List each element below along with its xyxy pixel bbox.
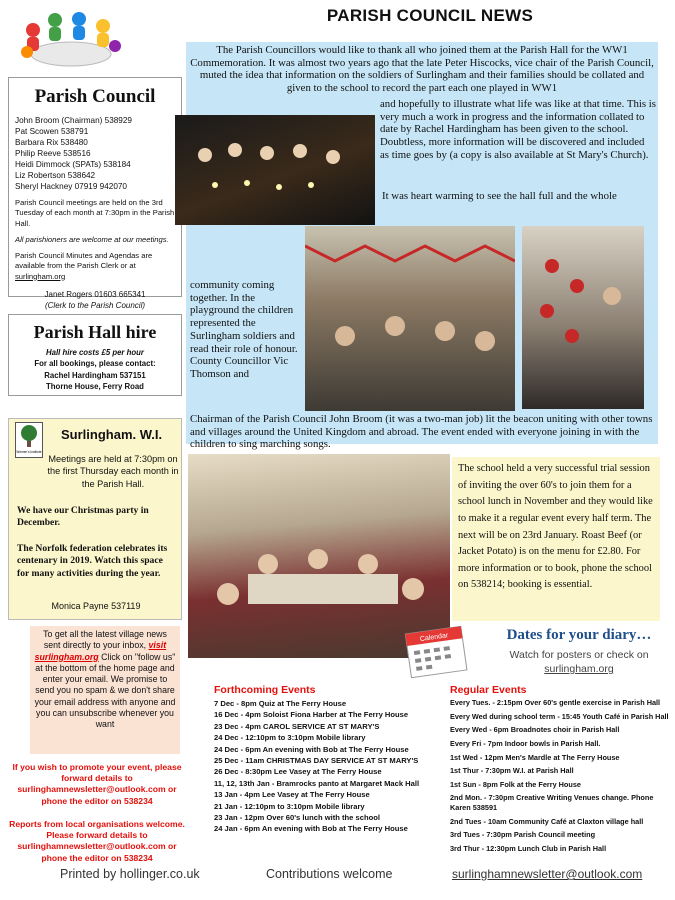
regular-event-item: 3rd Thur - 12:30pm Lunch Club in Parish Hall <box>450 843 607 853</box>
diary-link[interactable]: surlingham.org <box>544 663 614 676</box>
regular-event-item: Every Wed during school term - 15:45 Youth Café in Parish Hall <box>450 711 669 721</box>
article-conclusion: Chairman of the Parish Council John Broom (it was a two-man job) lit the beacon uniting with other towns and villages around the United Kingdom and abroad. The event ended with everyone joining in with the children to sing marching songs. <box>190 413 653 451</box>
member-item: Sheryl Hackney 07919 942070 <box>15 182 127 192</box>
parish-hall-gathering-photo <box>305 226 515 411</box>
regular-event-item: 2nd Tues - 10am Community Café at Claxton village hall <box>450 816 644 826</box>
poppy-display-photo <box>522 226 644 409</box>
svg-text:Calendar: Calendar <box>419 632 449 644</box>
printed-by: Printed by hollinger.co.uk <box>60 867 200 881</box>
forthcoming-title: Forthcoming Events <box>214 684 316 696</box>
event-item: 23 Dec - 4pm CAROL SERVICE AT ST MARY'S <box>214 721 380 731</box>
regular-event-item: 3rd Tues - 7:30pm Parish Council meeting <box>450 830 596 840</box>
svg-text:Women's Institute: Women's Institute <box>16 450 42 454</box>
welcome-note: All parishioners are welcome at our meetings. <box>15 234 169 244</box>
regular-event-item: Every Tues. - 2:15pm Over 60's gentle exercise in Parish Hall <box>450 698 661 707</box>
parish-council-box <box>8 77 182 310</box>
meetings-note: Parish Council meetings are held on the 3rd Tuesday of each month at 7:30pm in the Parish Hall. <box>15 198 175 228</box>
surlingham-link[interactable]: surlingham.org <box>15 271 66 281</box>
article-community: community coming together. In the playground the children represented the Surlingham soldiers and read their role of honour. County Councillor Vic Thomson and <box>190 279 298 381</box>
regular-event-item: 1st Sun - 8pm Folk at the Ferry House <box>450 779 581 789</box>
event-item: 21 Jan - 12:10pm to 3:10pm Mobile library <box>214 801 365 811</box>
regular-event-item: Every Wed - 6pm Broadnotes choir in Parish Hall <box>450 725 620 735</box>
diary-subtitle: Watch for posters or check on surlingham.org <box>484 648 674 676</box>
hall-cost: Hall hire costs £5 per hour <box>46 348 144 358</box>
event-item: 26 Dec - 8:30pm Lee Vasey at The Ferry House <box>214 767 382 777</box>
forthcoming-list <box>214 698 446 835</box>
minutes-note: Parish Council Minutes and Agendas are available from the Parish Clerk or at surlingham.org <box>15 251 153 281</box>
page-title: PARISH COUNCIL NEWS <box>326 6 534 25</box>
event-item: 16 Dec - 4pm Soloist Fiona Harber at The Ferry House <box>214 710 409 720</box>
event-item: 11, 12, 13th Jan - Bramrocks panto at Margaret Mack Hall <box>214 778 420 788</box>
people-around-table-logo <box>15 6 127 76</box>
wi-tree-logo <box>15 422 43 458</box>
newsletter-email-link[interactable]: surlinghamnewsletter@outlook.com <box>452 867 643 881</box>
regular-list <box>450 698 672 858</box>
parish-hall-title: Parish Hall hire <box>33 322 157 342</box>
reports-note: Reports from local organisations welcome. Please forward details to surlinghamnewsletter@outlook.com or phone the editor on 538234 <box>9 819 185 863</box>
regular-event-item: 1st Thur - 7:30pm W.I. at Parish Hall <box>450 766 574 776</box>
contributions-welcome: Contributions welcome <box>266 867 393 881</box>
clerk-contact: Janet Rogers 01603 665341 (Clerk to the Parish Council) <box>44 289 146 310</box>
article-heartwarming: It was heart warming to see the hall full and the whole <box>382 190 617 202</box>
wi-norfolk: The Norfolk federation celebrates its centenary in 2019. Watch this space for many activities during the year. <box>17 543 168 579</box>
parish-council-title: Parish Council <box>34 86 156 107</box>
member-item: Philip Reeve 538516 <box>15 148 91 158</box>
event-item: 23 Jan - 12pm Over 60's lunch with the school <box>214 812 380 822</box>
article-continued: and hopefully to illustrate what life was like at that time. This is very much a work in progress and the information collated to date by Rachel Hardingham has been given to the school. Doubtless, more information will be discovered and included as time goes by (a copy is also available at St Mary's Church). <box>380 98 656 161</box>
hall-contact: Rachel Hardingham 537151 <box>44 370 146 380</box>
newsletter-signup-box: To get all the latest village news sent directly to your inbox, visit surlingham.org Click on "follow us" at the bottom of the home page and enter your email. We promise to send you no spam & we don't share your email address with anyone and you can unsubscribe whenever you want <box>30 626 180 754</box>
event-item: 7 Dec - 8pm Quiz at The Ferry House <box>214 699 347 708</box>
school-lunch-note: The school held a very successful trial session of inviting the over 60's to join them for a school lunch in November and they would like to make it a regular event every half term. The next will be on 23rd January. Roast Beef (or Jacket Potato) is on the menu for £2.80. For more information or to book, phone the school on 538214; booking is essential. <box>452 457 660 621</box>
event-item: 24 Dec - 6pm An evening with Bob at The Ferry House <box>214 744 409 754</box>
event-item: 25 Dec - 11am CHRISTMAS DAY SERVICE AT ST MARY'S <box>214 755 419 765</box>
children-with-lights-photo <box>175 115 375 225</box>
regular-title: Regular Events <box>450 684 527 696</box>
diary-title: Dates for your diary… <box>506 627 652 643</box>
wi-title: Surlingham. W.I. <box>61 427 163 442</box>
parish-hall-box <box>8 314 182 396</box>
regular-event-item: 2nd Mon. - 7:30pm Creative Writing Venues change. Phone Karen 538591 <box>450 793 654 812</box>
wi-christmas: We have our Christmas party in December. <box>17 505 149 529</box>
calendar-icon <box>400 620 472 682</box>
promote-event-note: If you wish to promote your event, please forward details to surlinghamnewsletter@outlook.com or phone the editor on 538234 <box>12 762 182 806</box>
member-item: Pat Scowen 538791 <box>15 126 89 136</box>
hall-bookings: For all bookings, please contact: <box>34 359 156 369</box>
event-item: 13 Jan - 4pm Lee Vasey at The Ferry House <box>214 790 370 800</box>
hall-address: Thorne House, Ferry Road <box>46 381 144 391</box>
event-item: 24 Dec - 12:10pm to 3:10pm Mobile library <box>214 733 366 743</box>
member-item: Barbara Rix 538480 <box>15 137 88 147</box>
wi-contact: Monica Payne 537119 <box>51 601 141 611</box>
article-intro: The Parish Councillors would like to thank all who joined them at the Parish Hall for the WW1 Commemoration. It was almost two years ago that the late Peter Hiscocks, vice chair of the Parish Council, muted the idea that information on the soldiers of Surlingham and their families should be collated and given to the school to record the part each one played in WW1 <box>190 44 654 95</box>
member-item: Heidi Dimmock (SPATs) 538184 <box>15 159 131 169</box>
wi-box <box>8 418 182 620</box>
regular-event-item: Every Fri - 7pm Indoor bowls in Parish Hall. <box>450 738 601 748</box>
regular-event-item: 1st Wed - 12pm Men's Mardle at The Ferry House <box>450 752 620 762</box>
visit-surlingham-link[interactable]: visit surlingham.org <box>34 640 167 662</box>
event-item: 24 Jan - 6pm An evening with Bob at The Ferry House <box>214 824 408 834</box>
member-item: Liz Robertson 538642 <box>15 170 96 180</box>
member-item: John Broom (Chairman) 538929 <box>15 115 132 125</box>
wi-meetings: Meetings are held at 7:30pm on the first Thursday each month in the Parish Hall. <box>47 454 179 489</box>
